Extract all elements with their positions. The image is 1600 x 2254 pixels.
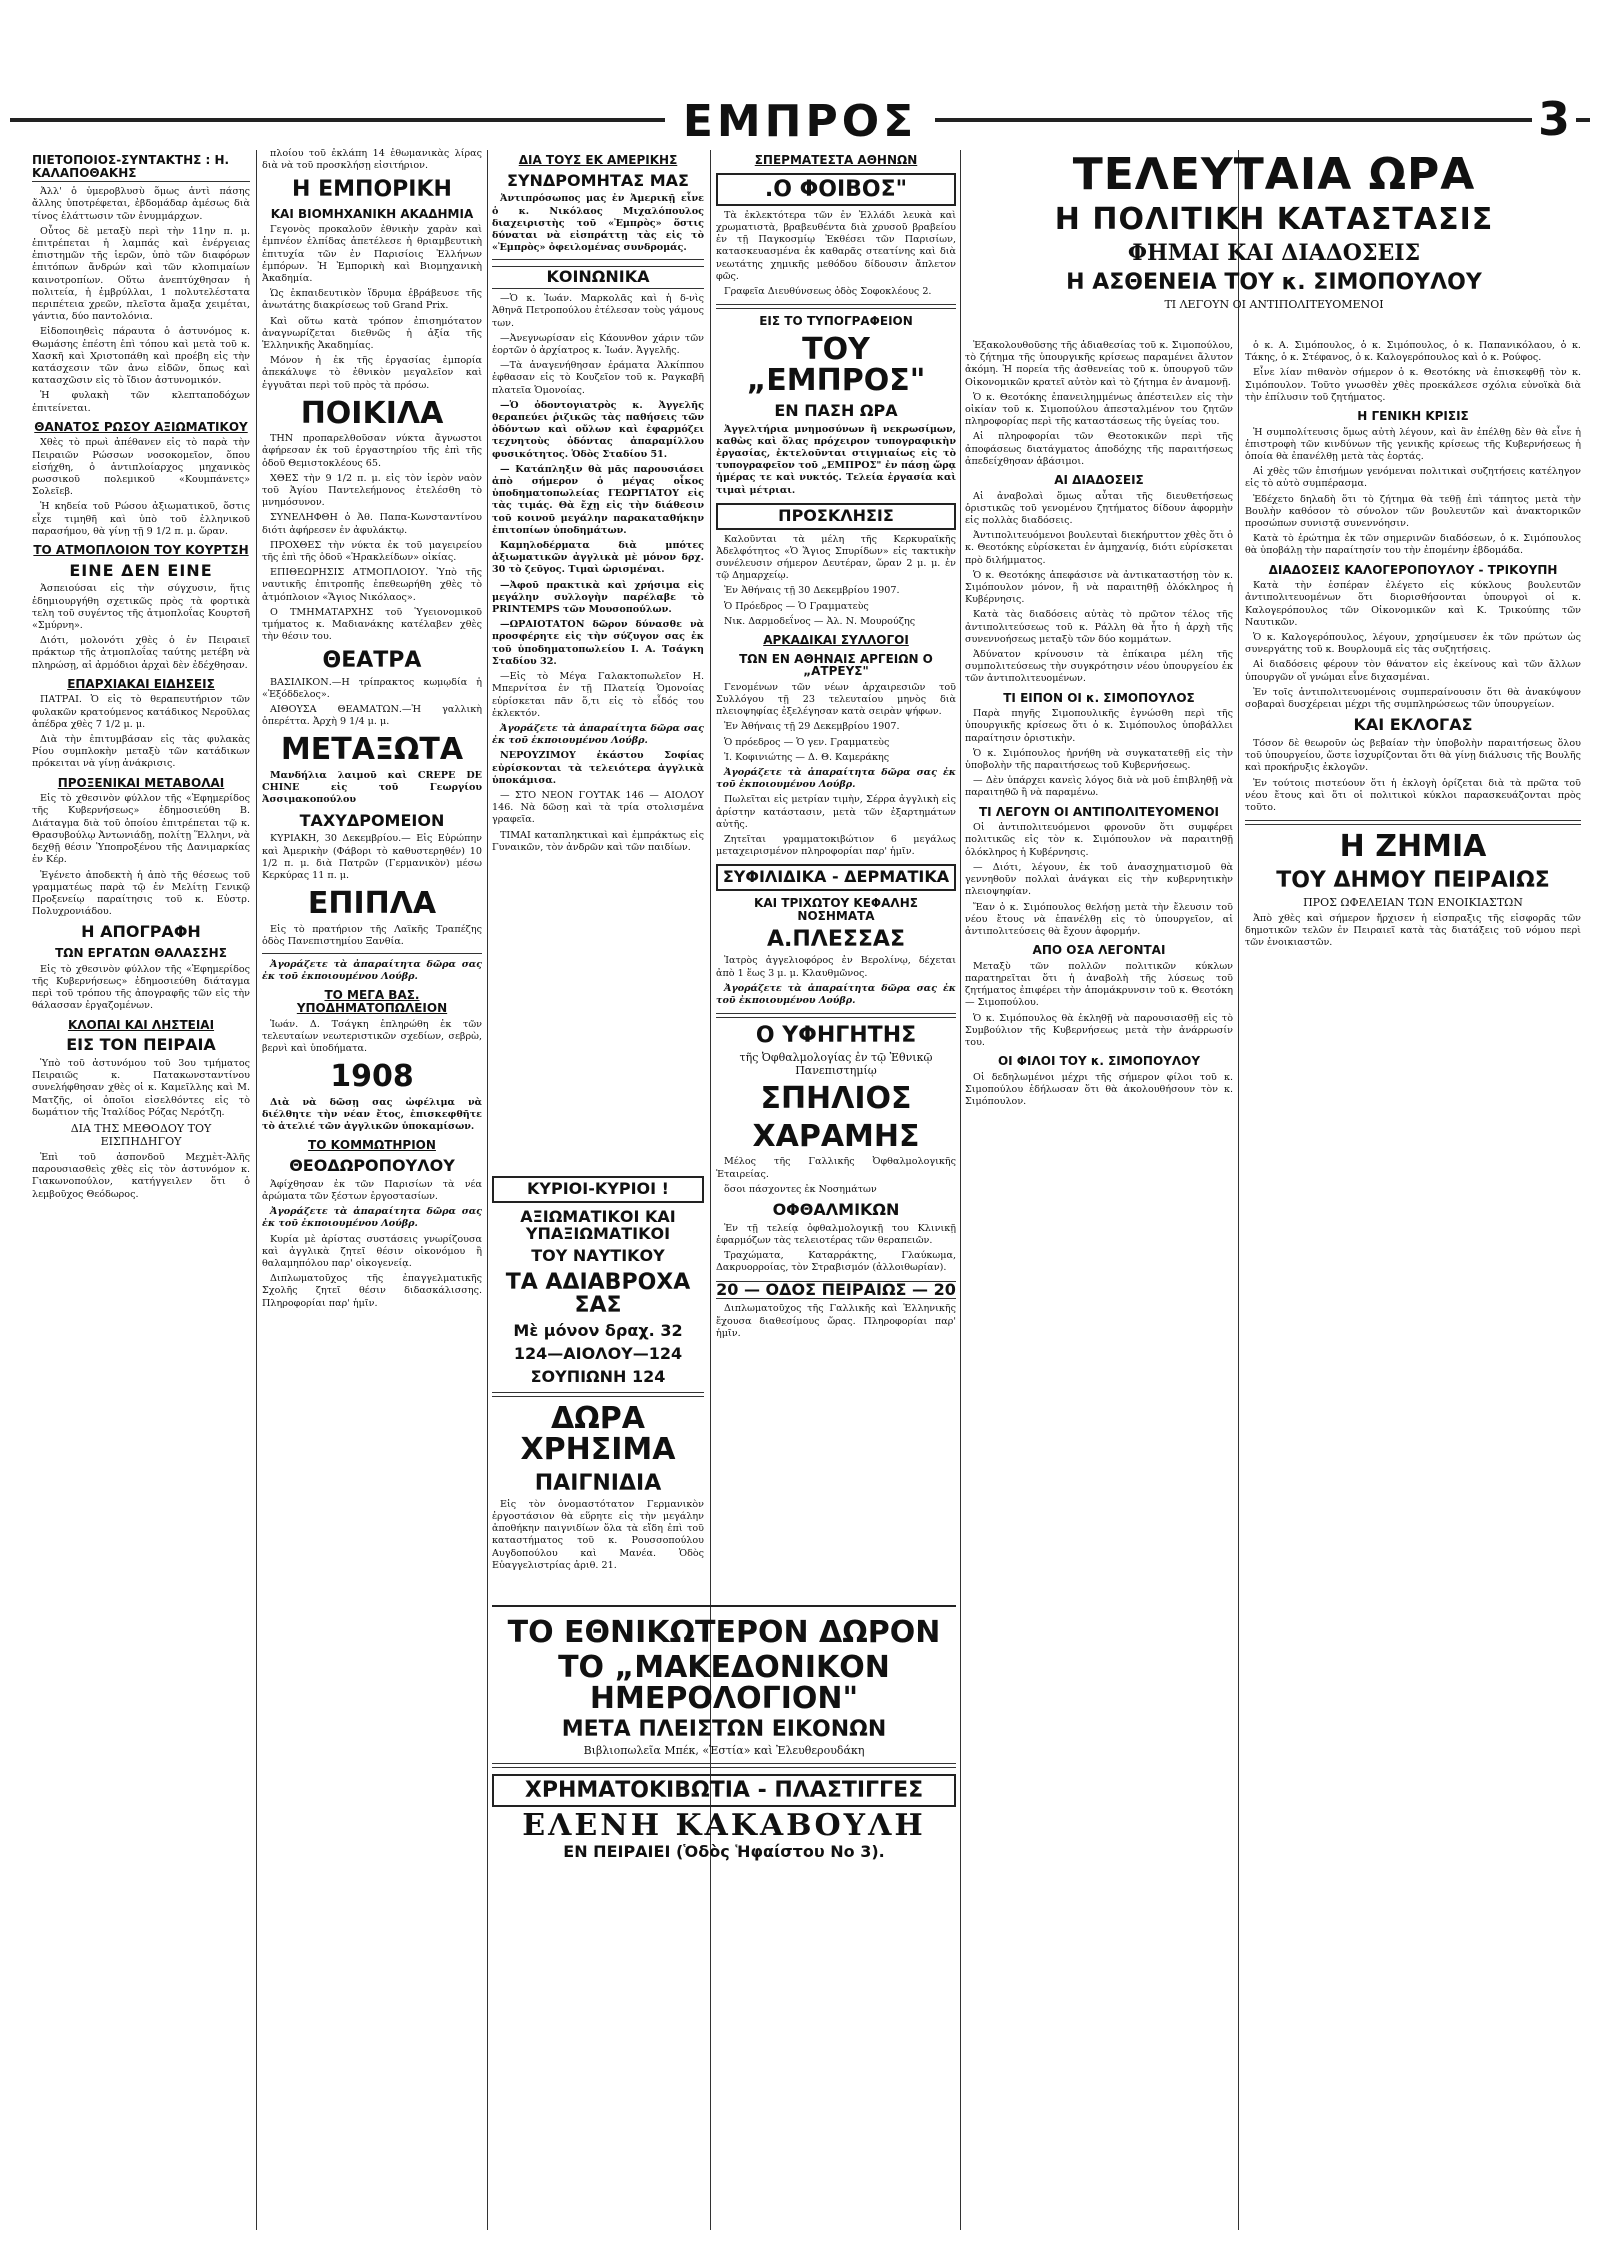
article-paragraph: Εἰς τὸν ὀνομαστότατον Γερμανικὸν ἐργοστάσιον θὰ εὕρητε εἰς τὴν μεγάλην ἀποθήκην παιγνιδίων ὅλα τὰ εἴδη ἐπὶ τοῦ καταστήματος τοῦ κ. Ρουσσοπούλου Αυγδοπούλου καὶ Μανέα. Ὁδὸς Εὐαγγελιστρίας ἀριθ. 21. — [492, 1498, 704, 1571]
article-paragraph: ΑΙΘΟΥΣΑ ΘΕΑΜΑΤΩΝ.—Ἡ γαλλικὴ ὀπερέττα. Ἀρχὴ 9 1/4 μ. μ. — [262, 703, 482, 728]
headline: ΕΝ ΠΕΙΡΑΙΕΙ (Ὁδὸς Ἡφαίστου Νο 3). — [563, 1842, 885, 1862]
headline: Α.ΠΛΕΣΣΑΣ — [767, 927, 905, 953]
article-paragraph: Ἔαν ὁ κ. Σιμόπουλος θελήσῃ μετὰ τὴν ἔλευσιν τοῦ νέου ἔτους νὰ ἐπανέλθῃ εἰς τὸ ὑπουργεῖον, αἱ ἀντιπολιτεύσεις θὰ ἔχουν ἀφορμήν. — [965, 901, 1233, 937]
headline: ΕΝ ΠΑΣΗ ΩΡΑ — [774, 400, 898, 420]
headline: ΜΕΤΑ ΠΛΕΙΣΤΩΝ ΕΙΚΟΝΩΝ — [561, 1716, 887, 1742]
article-paragraph: ΧΘΕΣ τὴν 9 1/2 π. μ. εἰς τὸν ἱερὸν ναὸν τοῦ Ἁγίου Παντελεήμονος ἐτελέσθη τὸ μνημόσυνον. — [262, 472, 482, 509]
article-paragraph: Καμηλοδέρματα διὰ μπότες ἀξιωματικῶν ἀγγλικὰ μὲ μόνον δρχ. 30 τὸ ζεῦγος. Τιμαὶ ὡρισμέναι. — [492, 540, 704, 576]
article-paragraph: Αἱ ἀναβολαὶ ὅμως αὗται τῆς διευθετήσεως ὁριστικῶς τοῦ γενομένου ζητήματος δίδουν ἀφορμὴν εἰς πολλὰς διαδόσεις. — [965, 490, 1233, 527]
page-number: 3 — [1532, 92, 1576, 146]
article-paragraph: Ἐν τοῖς ἀντιπολιτευομένοις συμπεραίνουσιν ὅτι θὰ ἀνακύψουν σοβαραὶ δυσχέρειαι μέχρι τῆς συμπληρώσεως τῶν ὑπουργείων. — [1245, 686, 1581, 711]
headline: ΣΥΝΔΡΟΜΗΤΑΣ ΜΑΣ — [507, 170, 689, 190]
headline: ΤΟ ΚΟΜΜΩΤΗΡΙΟΝ — [308, 1138, 436, 1153]
article-paragraph: Ζητεῖται γραμματοκιβώτιον 6 μεγάλως μεταχειρισμένον πληροφορίαι παρ' ἡμῖν. — [716, 833, 956, 858]
column-4 — [716, 148, 956, 1588]
headline: ΤΑ ΑΔΙΑΒΡΟΧΑ ΣΑΣ — [505, 1270, 691, 1319]
article-paragraph: Αἱ χθὲς τῶν ἐπισήμων γενόμεναι πολιτικαὶ συζητήσεις κατέληγον εἰς τὸ αὐτὸ συμπέρασμα. — [1245, 466, 1581, 490]
headline: Η ΓΕΝΙΚΗ ΚΡΙΣΙΣ — [1357, 409, 1469, 424]
advert-text: Ἀγοράζετε τὰ ἀπαραίτητα δῶρα σας ἐκ τοῦ ἐκποιουμένου Λούβρ. — [492, 722, 704, 747]
subheadline: ΤΙ ΛΕΓΟΥΝ ΟΙ ΑΝΤΙΠΟΛΙΤΕΥΟΜΕΝΟΙ — [1164, 297, 1384, 311]
headline: ΤΙ ΕΙΠΟΝ ΟΙ κ. ΣΙΜΟΠΟΥΛΟΣ — [1003, 690, 1195, 705]
lead-headline: ΤΕΛΕΥΤΑΙΑ ΩΡΑ — [1072, 149, 1476, 200]
article-paragraph: Διπλωματοῦχος τῆς ἐπαγγελματικῆς Σχολῆς ζητεῖ θέσιν διδασκάλισσης. Πληροφορίαι παρ' ἡμῖν. — [262, 1273, 482, 1309]
article-paragraph: Νικ. Δαρμοδεΐνος — Ἀλ. Ν. Μουρούζης — [724, 615, 916, 627]
headline: ΦΗΜΑΙ ΚΑΙ ΔΙΑΔΟΣΕΙΣ — [1127, 239, 1421, 266]
headline: ΤΑΧΥΔΡΟΜΕΙΟΝ — [299, 810, 445, 830]
headline: ΚΛΟΠΑΙ ΚΑΙ ΛΗΣΤΕΙΑΙ — [67, 1017, 215, 1032]
article-paragraph: ΤΙΜΑΙ καταπληκτικαὶ καὶ ἐμπράκτως εἰς Γυναικῶν, τὸν ἀνδρῶν καὶ τῶν παιδίων. — [492, 829, 704, 853]
article-paragraph: Ἡ συμπολίτευσις ὅμως αὐτὴ λέγουν, καὶ ἂν ἐπέλθῃ δὲν θὰ εἶνε ἡ ἐπιστροφὴ τῶν κινδύνων τῆς γενικῆς κρίσεως τῆς Κυβερνήσεως ἡ ὁποία θὰ ἐπανέλθῃ μετὰ τὰς ἑορτάς. — [1245, 426, 1581, 463]
article-paragraph: Ὁ πρόεδρος — Ὁ γεν. Γραμματεὺς — [724, 736, 890, 748]
article-paragraph: Ἐν Ἀθήναις τῇ 29 Δεκεμβρίου 1907. — [724, 721, 900, 733]
article-paragraph: —Ὁ κ. Ἰωάν. Μαρκολᾶς καὶ ἡ δ-νὶς Ἀθηνᾶ Πετροπούλου ἐτέλεσαν τοὺς γάμους των. — [492, 293, 704, 329]
headline: ΜΕΤΑΞΩΤΑ — [280, 732, 464, 768]
headline: ΤΟΥ ΔΗΜΟΥ ΠΕΙΡΑΙΩΣ — [1276, 867, 1550, 893]
divider — [716, 1013, 956, 1018]
headline: ΣΟΥΠΙΩΝΗ 124 — [530, 1366, 666, 1386]
headline: ΕΠΙΠΛΑ — [307, 886, 437, 922]
article-paragraph: Τραχώματα, Καταρράκτης, Γλαύκωμα, Δακρυορροίας, τὸν Στραβισμόν (ἀλλοιθωρίαν). — [716, 1250, 956, 1274]
article-paragraph: Ὁ κ. Θεοτόκης ἐπανειλημμένως ἀπέστειλεν εἰς τὴν οἰκίαν τοῦ κ. Σιμοπούλου ἀπεσταλμένον του ζητῶν πληροφορίας περὶ τῆς καταστάσεως τῆς ὑγείας του. — [965, 391, 1233, 428]
article-paragraph: Ἐπὶ τοῦ ἀσπονδοῦ Μεχμὲτ-Ἀλῆς παρουσιασθεὶς χθὲς εἰς τὸν ἀστυνόμον κ. Γιακωνοπούλον, κατήγγειλεν ὅτι ὁ λεμβοῦχος Θεόδωρος. — [32, 1151, 250, 1200]
article-paragraph: Εἰς τὸ πρατήριον τῆς Λαϊκῆς Τραπέζης ὁδὸς Πανεπιστημίου Ξανθία. — [262, 923, 482, 947]
article-paragraph: —Ἀνεγνωρίσαν εἰς Κάουνθον χάριν τῶν ἑορτῶν ὁ ἀρχίατρος κ. Ἰωάν. Ἀγγελῆς. — [492, 332, 704, 357]
headline: ΚΟΙΝΩΝΙΚΑ — [492, 266, 704, 289]
article-paragraph: —Τὰ ἀναγενήθησαν ἐράματα Ἀλκίππου ἐφθασαν εἰς τὸ Κουζεῖον τοῦ κ. Ραγκαβῆ πλατεῖα Ὁμονοίας. — [492, 360, 704, 396]
headline: ΚΥΡΙΟΙ-ΚΥΡΙΟΙ ! — [492, 1176, 704, 1203]
headline: 1908 — [330, 1059, 414, 1095]
article-paragraph: Ο ΤΜΗΜΑΤΑΡΧΗΣ τοῦ Ὑγειονομικοῦ τμήματος κ. Μαδιανάκης κατέλαβεν χθὲς τὴν θέσιν του. — [262, 606, 482, 643]
article-paragraph: Οὗτος δὲ μεταξὺ περὶ τὴν 11ην π. μ. ἐπιτρέπεται ἡ λαμπάς καὶ ἐνέργειας ἐπιστημῶν τῆς ἱερῶν, ὑπὸ τῶν διαφόρων ἐπιτόπων ἄνδρών καὶ τῶν κλοπιμαίων καινοτροπίων. Οὕτω ἀνεπτύχθησαν ἡ πολιτεία, ἡ ἐμβρύλλαι, 1 πολυτελέστατα περιπέτεια χρεῶν, πλεῖστα ἄμαξα χειμέται, γάντια, δύο παντολόνια. — [32, 225, 250, 323]
headline: ΘΕΑΤΡΑ — [322, 648, 422, 674]
column-2 — [262, 148, 482, 2238]
divider — [716, 304, 956, 309]
headline: ΤΟΥ „ΕΜΠΡΟΣ" — [746, 331, 926, 399]
headline: ΤΟ ΑΤΜΟΠΛΟΙΟΝ ΤΟΥ ΚΟΥΡΤΣΗ — [33, 543, 249, 558]
article-paragraph: Μεταξὺ τῶν πολλῶν πολιτικῶν κύκλων παρατηρεῖται ὅτι ἡ ἀναβολὴ τῆς λύσεως τοῦ ζητήματος ἐπιφέρει τὴν ἀπομάκρυνσιν τοῦ κ. Θεοτόκη — Σιμοπούλου. — [965, 960, 1233, 1009]
column-3-ads — [492, 1170, 704, 1600]
column-6 — [1245, 340, 1581, 2230]
headline: ΠΟΙΚΙΛΑ — [300, 395, 444, 431]
headline: ΠΑΙΓΝΙΔΙΑ — [534, 1470, 662, 1496]
article-paragraph: Ἀντιπρόσωπος μας ἐν Ἀμερικῇ εἶνε ὁ κ. Νικόλαος Μιχαλόπουλος διαχειριστὴς τοῦ «Ἐμπρὸς» ὅστις δύναται νὰ εἰσπράττῃ τὰς εἰς τὸ «Ἐμπρὸς» ὀφειλομένας συνδρομάς. — [492, 193, 704, 254]
article-paragraph: Μόνον ἡ ἐκ τῆς ἐργασίας ἐμπορία ἀπεκάλυψε τὸ ἐθνικὸν μεγαλεῖον καὶ ἐγγυᾶται περὶ τοῦ πρὸς τὰ πρόσω. — [262, 355, 482, 391]
headline: ΔΙΑ ΤΟΥΣ ΕΚ ΑΜΕΡΙΚΗΣ — [518, 153, 678, 167]
article-paragraph: — Κατάπληξιν θὰ μᾶς παρουσιάσει ἀπὸ σήμερον ὁ μέγας οἶκος ὑποδηματοπωλείας ΓΕΩΡΓΙΑΤΟΥ εἰς τὰς τιμάς. Θὰ ἔχῃ εἰς τὴν διάθεσιν τοῦ κοινοῦ μεγάλην παρακαταθήκην ἐπιτοπίων ὑποδημάτων. — [492, 463, 704, 536]
article-paragraph: Κατὰ τὰς διαδόσεις αὐτὰς τὸ πρῶτον τέλος τῆς ἀντιπολιτεύσεως τοῦ κ. Ράλλη θὰ ἦτο ἡ ἀρχὴ τῆς συνεννοήσεως μεταξὺ τῶν δύο κομμάτων. — [965, 609, 1233, 645]
article-paragraph: — Δὲν ὑπάρχει κανεὶς λόγος διὰ νὰ μοῦ ἐπιβληθῇ νὰ παραιτηθῶ ἢ νὰ παραμένω. — [965, 775, 1233, 799]
headline: ΧΑΡΑΜΗΣ — [752, 1118, 920, 1154]
headline: ΕΙΣ ΤΟΝ ΠΕΙΡΑΙΑ — [66, 1035, 216, 1055]
headline: ΕΠΑΡΧΙΑΚΑΙ ΕΙΔΗΣΕΙΣ — [67, 676, 215, 691]
article-paragraph: ΤΗΝ προπαρελθοῦσαν νύκτα ἄγνωστοι ἀφήρεσαν ἐκ τοῦ ἐργαστηρίου τῆς ἐπὶ τῆς ὁδοῦ Θεμιστοκλέους 65. — [262, 433, 482, 469]
article-paragraph: ΚΥΡΙΑΚΗ, 30 Δεκεμβρίου.— Εἰς Εὐρώπην καὶ Ἀμερικὴν (Φάβορι τὸ καθυστερηθέν) 10 1/2 π. μ. διὰ Πατρῶν (Γερμανικὸν) μέσω Κερκύρας 11 π. μ. — [262, 833, 482, 881]
article-paragraph: Οἱ δεδηλωμένοι μέχρι τῆς σήμερον φίλοι τοῦ κ. Σιμοπούλου ἐδήλωσαν ὅτι θὰ ἀκολουθήσουν τὸν κ. Σιμόπουλον. — [965, 1071, 1233, 1108]
article-paragraph: ΠΑΤΡΑΙ. Ὁ εἰς τὸ θεραπευτήριον τῶν φυλακῶν κρατούμενος κατάδικος Νεροῦλας ἀπέδρα χθὲς 7 1/2 μ. μ. — [32, 694, 250, 730]
article-paragraph: Ἐγένετο ἀποδεκτὴ ἡ ἀπὸ τῆς θέσεως τοῦ γραμματέως παρὰ τῷ ἐν Μελίτῃ Γενικῷ Προξενείῳ παραίτησις τοῦ κ. Εὐστρ. Πολυχρονιάδου. — [32, 869, 250, 918]
article-paragraph: Τὰ ἐκλεκτότερα τῶν ἐν Ἑλλάδι λευκὰ καὶ χρωματιστὰ, βραβευθέντα διὰ χρυσοῦ βραβείου ἐν τῇ Παγκοσμίῳ Ἐκθέσει τῶν Παρισίων, κατασκευασμένα ἐκ καθαρᾶς στεατίνης καὶ διὰ νεωτάτης χημικῆς μεθόδου δίδουσιν ἄπλετον φῶς. — [716, 209, 956, 282]
article-paragraph: Ἐν τούτοις πιστεύουν ὅτι ἡ ἐκλογὴ ὁρίζεται διὰ τὰ πρῶτα τοῦ νέου ἔτους καὶ ὅτι οἱ πολιτικοὶ κύκλοι παρασκευάζονται πρὸς τοῦτο. — [1245, 777, 1581, 814]
wide-advert-block — [492, 1605, 956, 2237]
article-paragraph: Αἱ πληροφορίαι τῶν Θεοτοκικῶν περὶ τῆς ἀποφάσεως διατάγματος ἀποδόχης τῆς παραιτήσεως ἀπεδείχθησαν ἀβάσιμοι. — [965, 431, 1233, 467]
headline: ΚΑΙ ΒΙΟΜΗΧΑΝΙΚΗ ΑΚΑΔΗΜΙΑ — [270, 206, 474, 221]
article-paragraph: Ὡς ἐκπαιδευτικὸν ἵδρυμα ἐβράβευσε τῆς ἀνωτάτης διακρίσεως τοῦ Grand Prix. — [262, 288, 482, 312]
advert-text: Μανδήλια λαιμοῦ καὶ CREPE DE CHINE εἰς τοῦ Γεωργίου Ἀσσιμακοπούλου — [262, 769, 482, 806]
headline: .Ο ΦΟΙΒΟΣ" — [716, 173, 956, 206]
article-paragraph: ΕΠΙΘΕΩΡΗΣΙΣ ΑΤΜΟΠΛΟΙΟΥ. Ὑπὸ τῆς ναυτικῆς ἐπιτροπῆς ἐπεθεωρήθη χθὲς τὸ ἀτμόπλοιον «Ἅγιος Νικόλαος». — [262, 567, 482, 603]
column-divider — [256, 150, 257, 2230]
article-paragraph: Ἀλλ' ὁ ὑμεροβλυσὺ ὅμως ἀντὶ πάσης ἄλλης ὑποτρέφεται, ἐβδομάδαρ ἀμέσως διὰ τίνος ἐλάττωσιν τῶν ἐνυμμάρχων. — [32, 186, 250, 222]
article-paragraph: Ἀσπειούσαι εἰς τὴν σύγχυσιν, ἥτις ἐδημιουργήθη σχετικῶς πρὸς τὰ φορτικὰ τελη τοῦ συγέντος τῆς ἀτμοπλοΐας Κουρτσῆ «Σμύρνη». — [32, 583, 250, 632]
divider — [492, 259, 704, 260]
headline: ΕΙΣ ΤΟ ΤΥΠΟΓΡΑΦΕΙΟΝ — [759, 314, 913, 329]
article-paragraph: Κατὰ τὴν ἑσπέραν ἐλέγετο εἰς κύκλους βουλευτῶν ἀντιπολιτευομένων ὅτι διορισθήσονται ὑπουργοὶ οἱ κ. Καλογερόπουλος τῶν Οἰκονομικῶν καὶ Κ. Τρικούπης τῶν Ναυτικῶν. — [1245, 580, 1581, 628]
column-divider — [1238, 150, 1239, 2230]
article-paragraph: —Εἰς τὸ Μέγα Γαλακτοπωλεῖον Η. Μπερνίτσα ἐν τῇ Πλατείᾳ Ὁμονοίας εὑρίσκεται πᾶν ὅ,τι εἰς τὸ εἶδός του ἐκλεκτόν. — [492, 671, 704, 719]
article-paragraph: Αἱ διαδόσεις φέρουν τὸν θάνατον εἰς ἐκείνους καὶ τῶν ἄλλων ὑπουργῶν οἵ γνώμαι εἶνε διχασμέναι. — [1245, 659, 1581, 683]
divider — [492, 1763, 956, 1768]
headline: ΤΩΝ ΕΝ ΑΘΗΝΑΙΣ ΑΡΓΕΙΩΝ Ο „ΑΤΡΕΥΣ" — [739, 651, 933, 679]
article-paragraph: Χθὲς τὸ πρωὶ ἀπέθανεν εἰς τὸ παρὰ τὴν Πειραιῶν Ρώσσων νοσοκομεῖον, ὅπου εἰσήχθη, ὁ ἀντιπλοίαρχος μηχανικὸς ρωσσικοῦ πολεμικοῦ «Κουμπάνετς» Σολεῖεβ. — [32, 437, 250, 498]
article-paragraph: ὅσοι πάσχοντες ἐκ Νοσημάτων — [724, 1183, 877, 1195]
article-paragraph: Διὰ τὴν ἐπιτυμβάσαν εἰς τὰς φυλακὰς Ρίου συμπλοκὴν μεταξὺ τῶν κατάδικων πρόκειται νὰ γίνῃ ἀνάκρισις. — [32, 734, 250, 770]
article-paragraph: Εἰς τὸ χθεσινὸν φύλλον τῆς «Ἐφημερίδος τῆς Κυβερνήσεως» ἐδημοσιεύθη διάταγμα περὶ τοῦ τρόπου τῆς ἀπογραφῆς τῶν εἰς τὴν θάλασσαν ἐργαζομένων. — [32, 963, 250, 1012]
advert-text: Διὰ νὰ δῶσῃ σας ὠφέλιμα νὰ διέλθητε τὴν νέαν ἔτος, ἐπισκεφθῆτε τὸ ἀτελιέ τῶν ἀγγλικῶν ὑποκαμίσων. — [262, 1096, 482, 1133]
article-paragraph: Γενομένων τῶν νέων ἀρχαιρεσιῶν τοῦ Συλλόγου τῇ 23 τελευταίου μηνὸς διὰ πλειοψηφίας ἐξελέγησαν κατὰ σειρὰν ψήφων. — [716, 681, 956, 718]
headline: Η ΑΠΟΓΡΑΦΗ — [81, 922, 201, 942]
article-paragraph: Ὁ κ. Θεοτόκης ἀπεφάσισε νὰ ἀντικαταστήσῃ τὸν κ. Σιμόπουλον μόνον, ἢ νὰ παραιτηθῇ ὁλόκληρος ἡ Κυβέρνησις. — [965, 569, 1233, 606]
article-paragraph: Ὁ κ. Σιμόπουλος θὰ ἐκληθῇ νὰ παρουσιασθῇ εἰς τὸ Συμβούλιον τῆς Κυβερνήσεως μετὰ τὴν ἀνάρρωσίν του. — [965, 1012, 1233, 1048]
article-paragraph: ΝΕΡΟΥΖΙΜΟΥ ἑκάστου Σοφίας εὐρίσκονται τὰ τελειότερα ἀγγλικὰ ὑποκάμισα. — [492, 750, 704, 786]
headline: ΤΟ „ΜΑΚΕΔΟΝΙΚΟΝ ΗΜΕΡΟΛΟΓΙΟΝ" — [558, 1649, 890, 1716]
masthead — [10, 92, 1590, 146]
article-paragraph: ΒΑΣΙΛΙΚΟΝ.—Η τρίπρακτος κωμῳδία ἡ «Ἐξόδδελος». — [262, 676, 482, 700]
article-paragraph: — Διότι, λέγουν, ἐκ τοῦ ἀνασχηματισμοῦ θὰ γεννηθοῦν πολλαὶ ἀνάγκαι εἰς τὴν κυβερνητικὴν πλειοψηφίαν. — [965, 861, 1233, 898]
article-paragraph: —ΩΡΑΙΟΤΑΤΟΝ δῶρον δύνασθε νὰ προσφέρητε εἰς τὴν σύζυγον σας ἐκ τοῦ ὑποδηματοπωλείου Ι. Α. Τσάγκη Σταδίου 32. — [492, 619, 704, 667]
column-3 — [492, 148, 704, 1168]
headline: ΠΡΟΞΕΝΙΚΑΙ ΜΕΤΑΒΟΛΑΙ — [57, 775, 225, 790]
article-paragraph: Ἰ. Κοφινιώτης — Δ. Θ. Καμεράκης — [724, 751, 890, 763]
headline: ΔΙΑΔΟΣΕΙΣ ΚΑΛΟΓΕΡΟΠΟΥΛΟΥ - ΤΡΙΚΟΥΠΗ — [1268, 562, 1558, 577]
article-paragraph: Οἱ ἀντιπολιτευόμενοι φρονοῦν ὅτι συμφέρει πολιτικῶς εἰς τὸν κ. Σιμόπουλον νὰ παραιτηθῇ ὁλόκληρος ἡ Κυβέρνησις. — [965, 822, 1233, 858]
headline: ΔΩΡΑ ΧΡΗΣΙΜΑ — [520, 1400, 676, 1468]
masthead-title: ΕΜΠΡΟΣ — [665, 96, 935, 147]
article-paragraph: Ἀπὸ χθὲς καὶ σήμερον ἤρχισεν ἡ εἰσπραξις τῆς εἰσφορᾶς τῶν δημοτικῶν τελῶν ἐν Πειραιεῖ κατὰ τὰς διατάξεις τοῦ νόμου περὶ τῶν ἐνοικιαστῶν. — [1245, 912, 1581, 949]
article-paragraph: Εἰς τὸ χθεσινὸν φύλλον τῆς «Ἐφημερίδος τῆς Κυβερνήσεως» ἐδημοσιεύθη Β. Διάταγμα διὰ τοῦ ὁποίου ἐπιτρέπεται τῷ κ. Θρασυβούλῳ Ἀντωνιάδῃ, πολίτῃ Ἕλληνι, νὰ δεχθῇ θέσιν Ὑποπροξένου τῆς Δανιμαρκίας ἐν Κέρ. — [32, 793, 250, 866]
headline: ΟΙ ΦΙΛΟΙ ΤΟΥ κ. ΣΙΜΟΠΟΥΛΟΥ — [997, 1054, 1201, 1069]
editor-line: ΠΙΕΤΟΠΟΙΟΣ-ΣΥΝΤΑΚΤΗΣ : Η. ΚΑΛΑΠΟΘΑΚΗΣ — [32, 154, 250, 182]
headline: ΑΠΟ ΟΣΑ ΛΕΓΟΝΤΑΙ — [1032, 943, 1166, 958]
headline: ΑΡΚΑΔΙΚΑΙ ΣΥΛΛΟΓΟΙ — [763, 632, 909, 647]
divider — [262, 953, 482, 954]
column-1 — [32, 148, 250, 2238]
article-paragraph: Μέλος τῆς Γαλλικῆς Ὀφθαλμολογικῆς Ἑταιρείας. — [716, 1156, 956, 1180]
headline: ΘΑΝΑΤΟΣ ΡΩΣΟΥ ΑΞΙΩΜΑΤΙΚΟΥ — [34, 419, 248, 434]
subheadline: ΔΙΑ ΤΗΣ ΜΕΘΟΔΟΥ ΤΟΥ ΕΙΣΠΗΔΗΓΟΥ — [70, 1121, 212, 1148]
article-paragraph: Εἰδοποιηθεὶς πάραυτα ὁ ἀστυνόμος κ. Θωμάσης ἐπέστη ἐπὶ τόπου καὶ μετὰ τοῦ κ. Χασκῆ καὶ Χριστοπάθη καὶ προέβη εἰς τὴν κατάσχεσιν τῶν ἀνω εἰδῶν, ὅπως καὶ κατασχῶσιν εἰς τὸ ἴδιον ἀστυνομικόν. — [32, 326, 250, 387]
headline: ΤΟ ΜΕΓΑ ΒΑΣ. ΥΠΟΔΗΜΑΤΟΠΩΛΕΙΟΝ — [296, 988, 448, 1016]
article-paragraph: Διπλωματοῦχος τῆς Γαλλικῆς καὶ Ἑλληνικῆς ἔχουσα διαθεσίμους ὥρας. Πληροφορίαι παρ' ἡμῖν. — [716, 1303, 956, 1339]
article-paragraph: — ΣΤΟ ΝΕΟΝ ΓΟΥΤΑΚ 146 — ΑΙΟΛΟΥ 146. Νὰ δῶσῃ καὶ τὰ τρία στολισμένα γραφεῖα. — [492, 789, 704, 826]
headline: ΘΕΟΔΩΡΟΠΟΥΛΟΥ — [289, 1155, 455, 1175]
lead-headline: Η ΠΟΛΙΤΙΚΗ ΚΑΤΑΣΤΑΣΙΣ — [1054, 202, 1494, 238]
article-paragraph: Εἶνε λίαν πιθανὸν σήμερον ὁ κ. Θεοτόκης νὰ ἐπισκεφθῇ τὸν κ. Σιμόπουλον. Τοῦτο γνωσθὲν χθὲς προεκάλεσε σχόλια εὐνοϊκὰ διὰ τὴν ἐπίλυσιν τοῦ ζητήματος. — [1245, 367, 1581, 403]
subheadline: Βιβλιοπωλεῖα Μπέκ, «Ἑστία» καὶ Ἐλευθερουδάκη — [583, 1743, 865, 1757]
article-paragraph: Ἀντιπολιτευόμενοι βουλευταὶ διεκήρυττον χθὲς ὅτι ὁ κ. Θεοτόκης εὑρίσκεται ἐν ἀμηχανίᾳ, διότι εὑρίσκεται πρὸ διλήμματος. — [965, 530, 1233, 566]
headline: ΤΙ ΛΕΓΟΥΝ ΟΙ ΑΝΤΙΠΟΛΙΤΕΥΟΜΕΝΟΙ — [978, 804, 1219, 819]
headline: Ο ΥΦΗΓΗΤΗΣ — [755, 1023, 917, 1049]
article-paragraph: Ἐν τῇ τελείᾳ ὀφθαλμολογικῇ του Κλινικῇ ἐφαρμόζων τὰς τελειοτέρας τῶν θεραπειῶν. — [716, 1222, 956, 1246]
article-paragraph: Ὁ Πρόεδρος — Ὁ Γραμματεὺς — [724, 600, 869, 612]
advert-text: Ἀγοράζετε τὰ ἀπαραίτητα δῶρα σας ἐκ τοῦ ἐκποιουμένου Λούβρ. — [716, 982, 956, 1007]
headline: ΧΡΗΜΑΤΟΚΙΒΩΤΙΑ - ΠΛΑΣΤΙΓΓΕΣ — [492, 1774, 956, 1807]
article-paragraph: Ἡ κηδεία τοῦ Ρώσου ἀξιωματικοῦ, ὅστις εἶχε τιμηθῆ καὶ ὑπὸ τοῦ ἑλληνικοῦ παρασήμου, θὰ γίνῃ τῇ 9 1/2 π. μ. ὥραν. — [32, 501, 250, 537]
column-divider — [960, 150, 961, 2230]
article-paragraph: Ἀφίχθησαν ἐκ τῶν Παρισίων τὰ νέα ἀρώματα τῶν ξέστων ἐργοστασίων. — [262, 1178, 482, 1202]
headline: ΕΛΕΝΗ ΚΑΚΑΒΟΥΛΗ — [522, 1807, 926, 1843]
headline: ΠΡΟΣΚΛΗΣΙΣ — [716, 503, 956, 530]
headline: ΣΥΦΙΛΙΔΙΚΑ - ΔΕΡΜΑΤΙΚΑ — [716, 864, 956, 891]
headline: ΕΙΝΕ ΔΕΝ ΕΙΝΕ — [69, 560, 213, 580]
column-5 — [965, 340, 1233, 2230]
headline: 124—ΑΙΟΛΟΥ—124 — [513, 1344, 683, 1364]
headline: Μὲ μόνον δραχ. 32 — [513, 1321, 683, 1341]
article-paragraph: Ἀδύνατον κρίνουσιν τὰ ἐπίκαιρα μέλη τῆς συμπολιτεύσεως τὴν συγκρότησιν νέου ὑπουργείου ἐκ τῶν ἀντιπολιτευομένων. — [965, 649, 1233, 685]
article-paragraph: Ἀγγελτήρια μνημοσύνων ἢ νεκρωσίμων, καθὼς καὶ ὅλας πρόχειρον τυπογραφικὴν ἐργασίας, ἐκτελοῦνται στιγμιαίως εἰς τὸ τυπογραφεῖον τοῦ „ΕΜΠΡΟΣ" ἐν πάσῃ ὥρᾳ ἡμέρας τε καὶ νυκτός. Τελεία ἐργασία καὶ τιμαὶ μέτριαι. — [716, 423, 956, 496]
headline: Η ΖΗΜΙΑ — [1339, 829, 1487, 865]
article-paragraph: Ἐξακολουθοῦσης τῆς ἀδιαθεσίας τοῦ κ. Σιμοπούλου, τὸ ζήτημα τῆς ὑπουργικῆς κρίσεως παραμένει ἄλυτον ἀκόμη. Ἡ πορεία τῆς ἀσθενείας τοῦ κ. ὑπουργοῦ τῶν Οἰκονομικῶν κρατεῖ αὐτὸν καὶ τὸ ζήτημα ἐν ἀναμονῇ. — [965, 340, 1233, 388]
subheadline: τῆς Ὀφθαλμολογίας ἐν τῷ Ἐθνικῷ Πανεπιστημίῳ — [739, 1051, 933, 1078]
headline: Η ΕΜΠΟΡΙΚΗ — [292, 177, 452, 203]
advert-text: Ἀγοράζετε τὰ ἀπαραίτητα δῶρα σας ἐκ τοῦ ἐκποιουμένου Λούβρ. — [716, 766, 956, 791]
subheadline: ΠΡΟΣ ΩΦΕΛΕΙΑΝ ΤΩΝ ΕΝΟΙΚΙΑΣΤΩΝ — [1303, 895, 1523, 909]
article-paragraph: Διότι, μολονότι χθὲς ὁ ἐν Πειραιεῖ πράκτωρ τῆς ἀτμοπλοΐας ταύτης μετέβη νὰ πληρώσῃ, αἱ ἀρμόδιοι ἀρχαὶ δὲν ἐδέχθησαν. — [32, 635, 250, 671]
advert-text: Ἀγοράζετε τὰ ἀπαραίτητα δῶρα σας ἐκ τοῦ ἐκποιουμένου Λούβρ. — [262, 959, 482, 983]
article-paragraph: Παρὰ πηγῆς Σιμοπουλικῆς ἐγνώσθη περὶ τῆς ὑπουργικῆς κρίσεως ὅτι ὁ κ. Σιμόπουλος ὑποβάλλει παραίτησιν ὀριστικὴν. — [965, 708, 1233, 744]
lead-headline-block — [965, 148, 1583, 333]
headline: ΣΠΕΡΜΑΤΕΣΤΑ ΑΘΗΝΩΝ — [754, 153, 918, 167]
article-paragraph: —Ὁ ὀδοντογιατρὸς κ. Ἀγγελῆς θεραπεύει ῥιζικῶς τὰς παθήσεις τῶν ὀδόντων καὶ οὔλων καὶ ἐφαρμόζει τεχνητοὺς ὀδόντας ἀπαραμίλλου φυσικότητος. Ὁδὸς Σταδίου 51. — [492, 399, 704, 460]
article-paragraph: πλοίου τοῦ ἐκλάπη 14 ἐθωμανικὰς λίρας διὰ νὰ τοῦ προσκλήσῃ εἰσιτήριον. — [262, 148, 482, 172]
article-paragraph: Γραφεῖα Διευθύνσεως ὁδὸς Σοφοκλέους 2. — [724, 285, 932, 297]
article-paragraph: Καλοῦνται τὰ μέλη τῆς Κερκυραϊκῆς Ἀδελφότητος «Ὁ Ἅγιος Σπυρίδων» εἰς τακτικὴν συνέλευσιν σήμερον Δευτέραν, ὥραν 2 μ. μ. ἐν τῷ Δημαρχείῳ. — [716, 533, 956, 582]
divider — [492, 1392, 704, 1397]
headline: ΚΑΙ ΤΡΙΧΩΤΟΥ ΚΕΦΑΛΗΣ ΝΟΣΗΜΑΤΑ — [754, 896, 918, 923]
article-paragraph: Γεγονὸς προκαλοῦν ἐθνικὴν χαρὰν καὶ ἐμπνέον ἐλπίδας ἀπετέλεσε ἡ θριαμβευτικὴ ἐπιτυχία τῶν ἐν Παρισίοις Ἑλλήνων ἐμπόρων. Ἡ Ἐμπορικὴ καὶ Βιομηχανικὴ Ἀκαδημία. — [262, 224, 482, 284]
article-paragraph: Κατὰ τὸ ἐρώτημα ἐκ τῶν σημερινῶν διαδόσεων, ὁ κ. Σιμόπουλος θὰ ὑποβάλῃ τὴν παραίτησίν του τὴν ἐπομένην ἑβδομάδα. — [1245, 533, 1581, 557]
headline: ΑΞΙΩΜΑΤΙΚΟΙ ΚΑΙ ΥΠΑΞΙΩΜΑΤΙΚΟΙ — [520, 1206, 676, 1243]
article-paragraph: Ἐν Ἀθήναις τῇ 30 Δεκεμβρίου 1907. — [724, 585, 900, 597]
headline: ΤΩΝ ΕΡΓΑΤΩΝ ΘΑΛΑΣΣΗΣ — [55, 946, 227, 961]
column-divider — [487, 150, 488, 2230]
article-paragraph: Ὁ κ. Καλογερόπουλος, λέγουν, χρησίμευσεν ἐκ τῶν πρώτων ὡς συνεργάτης τοῦ κ. Βουρλουμᾶ εἰς τὰς συζητήσεις. — [1245, 632, 1581, 656]
article-paragraph: Ἐδέχετο δηλαδὴ ὅτι τὸ ζήτημα θὰ τεθῇ ἐπὶ τάπητος μετὰ τὴν Βουλὴν καθόσον τὸ σύνολον τῶν βουλευτῶν καὶ ἀνακτορικῶν προσώπων συνιστᾷ συνεννόησιν. — [1245, 493, 1581, 530]
article-paragraph: Τόσον δὲ θεωροῦν ὡς βεβαίαν τὴν ὑποβολὴν παραιτήσεως ὅλου τοῦ ὑπουργείου, ὥστε ἰσχυρίζονται ὅτι θὰ γίνῃ διάλυσις τῆς Βουλῆς καὶ προκήρυξις ἐκλογῶν. — [1245, 738, 1581, 774]
divider — [1245, 820, 1581, 825]
article-paragraph: Ὁ κ. Σιμόπουλος ἠρνήθη νὰ συγκατατεθῇ εἰς τὴν ὑποβολὴν τῆς παραιτήσεως τοῦ Κυβερνήσεως. — [965, 747, 1233, 772]
headline: ΟΦΘΑΛΜΙΚΩΝ — [772, 1199, 900, 1219]
article-paragraph: ΠΡΟΧΘΕΣ τὴν νύκτα ἐκ τοῦ μαγειρείου τῆς ἐπὶ τῆς ὁδοῦ «Ἡρακλείδων» οἰκίας. — [262, 539, 482, 564]
article-paragraph: Καὶ οὕτω κατὰ τρόπον ἐπισημότατον ἀναγνωρίζεται διεθνῶς ἡ ἀξία τῆς Ἑλληνικῆς Ἀκαδημίας. — [262, 315, 482, 351]
article-paragraph: ὁ κ. Α. Σιμόπουλος, ὁ κ. Σιμόπουλος, ὁ κ. Παπανικόλαου, ὁ κ. Τάκης, ὁ κ. Στέφανος, ὁ κ. Καλογερόπουλος καὶ ὁ κ. Ρούφος. — [1245, 340, 1581, 364]
headline: Η ΑΣΘΕΝΕΙΑ ΤΟΥ κ. ΣΙΜΟΠΟΥΛΟΥ — [1066, 269, 1482, 295]
article-paragraph: Ἰωάν. Δ. Τσάγκη ἐπληρώθη ἐκ τῶν τελευταίων νεωτεριστικῶν σχεδίων, σεβρὼ, βερνὶ καὶ ὑποδήματα. — [262, 1018, 482, 1055]
headline: ΑΙ ΔΙΑΔΟΣΕΙΣ — [1054, 473, 1144, 488]
headline: ΚΑΙ ΕΚΛΟΓΑΣ — [1353, 715, 1473, 735]
article-paragraph: Πωλεῖται εἰς μετρίαν τιμὴν, Σέρρα ἀγγλικὴ εἰς ἀρίστην κατάστασιν, μετὰ τῶν ἐξαρτημάτων αὐτῆς. — [716, 794, 956, 830]
article-paragraph: Κυρία μὲ ἀρίστας συστάσεις γνωρίζουσα καὶ ἀγγλικὰ ζητεῖ θέσιν οἰκονόμου ἢ θαλαμηπόλου παρ' οἰκογενείᾳ. — [262, 1233, 482, 1269]
headline: ΤΟΥ ΝΑΥΤΙΚΟΥ — [531, 1246, 665, 1266]
headline: ΣΠΗΛΙΟΣ — [760, 1081, 912, 1117]
headline: ΤΟ ΕΘΝΙΚΩΤΕΡΟΝ ΔΩΡΟΝ — [507, 1615, 941, 1650]
article-paragraph: Ἡ φυλακὴ τῶν κλεπταποδόχων ἐπιτείνεται. — [32, 390, 250, 414]
headline: 20 — ΟΔΟΣ ΠΕΙΡΑΙΩΣ — 20 — [716, 1279, 956, 1299]
advert-text: Ἀγοράζετε τὰ ἀπαραίτητα δῶρα σας ἐκ τοῦ ἐκποιουμένου Λούβρ. — [262, 1206, 482, 1230]
article-paragraph: Ὑπὸ τοῦ ἀστυνόμου τοῦ 3ου τμήματος Πειραιῶς κ. Πατακωνσταντίνου συνελήφθησαν χθὲς οἱ κ. Καμεῖλλης καὶ Μ. Ματζῆς, οἱ ὁποῖοι εἰσελθόντες εἰς τὸ δωμάτιον τῆς Ἰταλίδος Ρόζας Νερότζη. — [32, 1057, 250, 1118]
article-paragraph: —Ἀφοῦ πρακτικὰ καὶ χρήσιμα εἰς μεγάλην συλλογὴν παρέλαβε τὸ PRINTEMPS τῶν Μουσοπούλων. — [492, 579, 704, 616]
article-paragraph: Ἰατρὸς ἀγγελιοφόρος ἐν Βερολίνῳ, δέχεται ἀπὸ 1 ἕως 3 μ. μ. Κλαυθμῶνος. — [716, 955, 956, 979]
article-paragraph: ΣΥΝΕΛΗΦΘΗ ὁ Ἀθ. Παπα-Κωνσταντίνου διότι ἀφήρεσεν ἐν ἀφυλάκτῳ. — [262, 512, 482, 536]
